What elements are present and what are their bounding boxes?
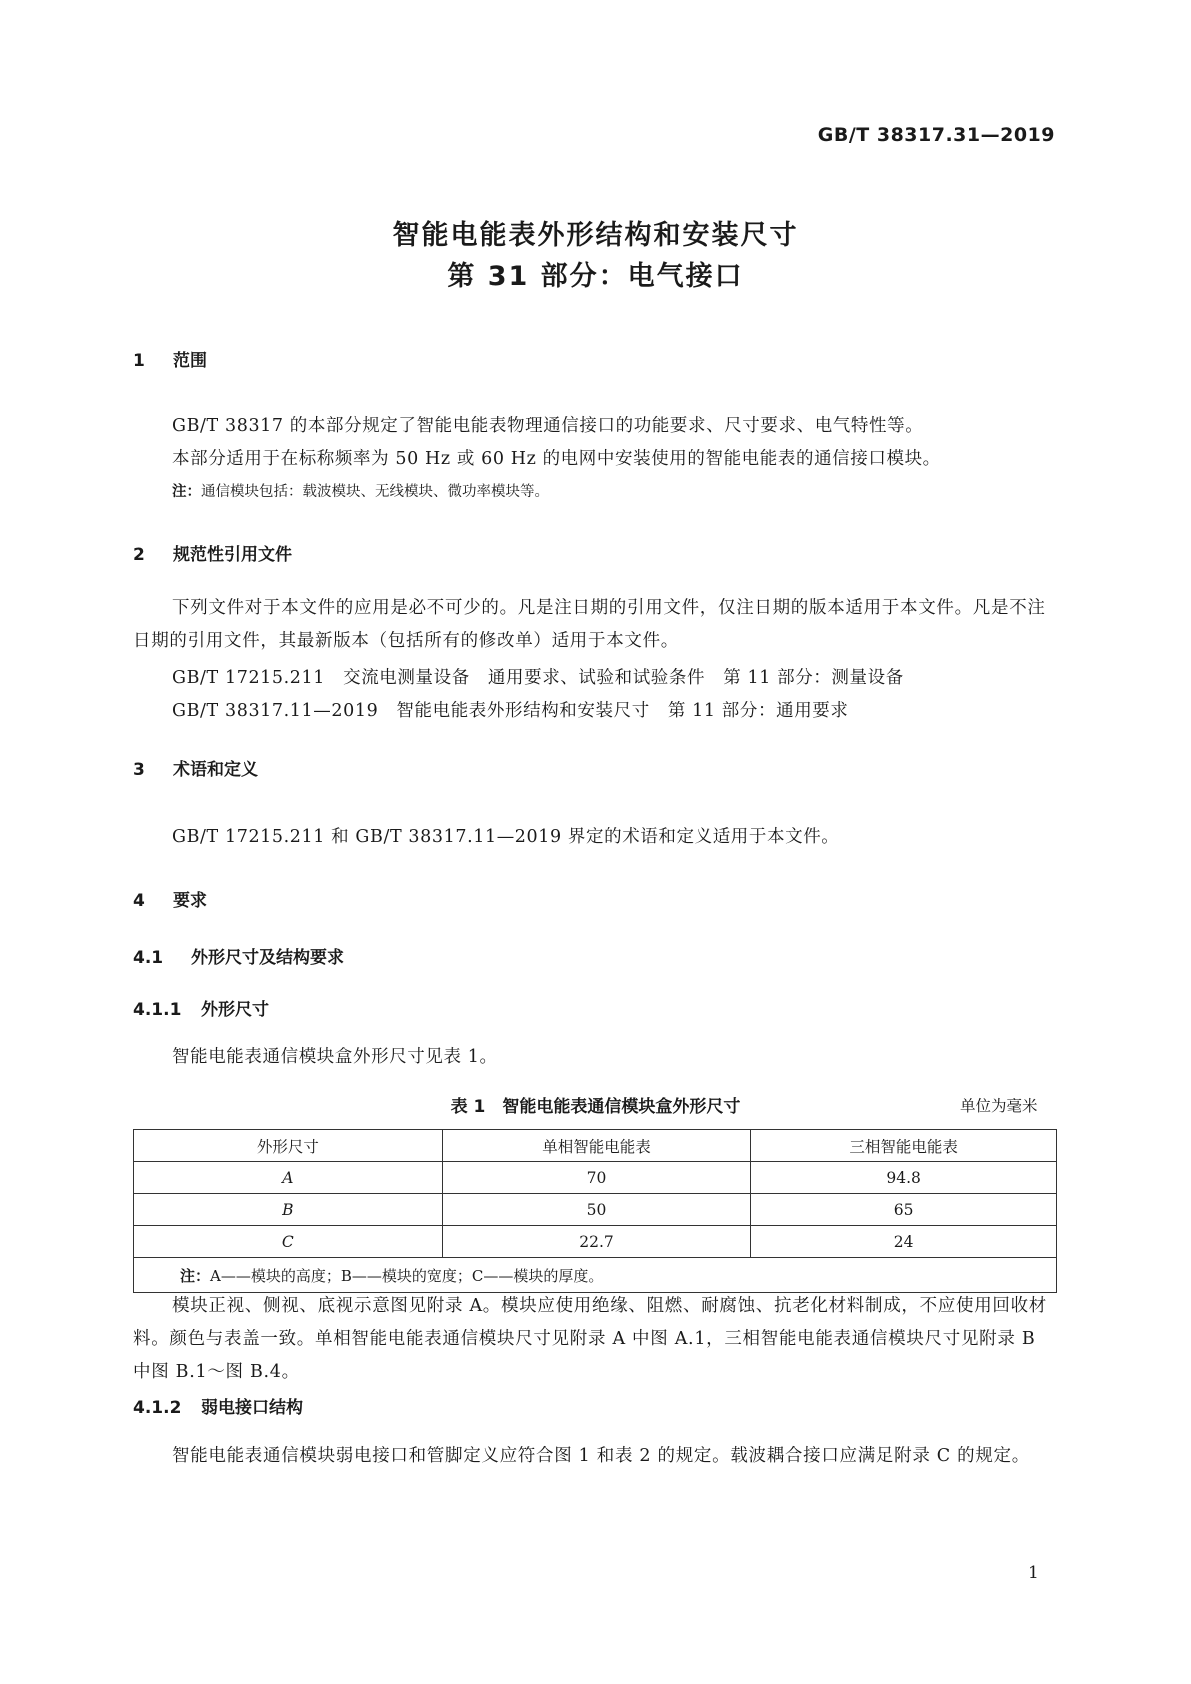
- reference-2: GB/T 38317.11—2019 智能电能表外形结构和安装尺寸 第 11 部分：通用要求: [172, 701, 849, 721]
- section-1-paragraph-1: GB/T 38317 的本部分规定了智能电能表物理通信接口的功能要求、尺寸要求、电气特性等。: [172, 416, 924, 436]
- note-label: 注：: [172, 484, 201, 500]
- table-cell: 50: [442, 1194, 751, 1226]
- section-4-1-2-heading: [133, 1393, 303, 1418]
- section-number: 1: [133, 351, 145, 371]
- table-cell: C: [134, 1226, 443, 1258]
- document-subtitle: 第 31 部分：电气接口: [447, 261, 744, 292]
- note-text: A——模块的高度；B——模块的宽度；C——模块的厚度。: [210, 1266, 604, 1285]
- section-4-1-1-heading: [133, 995, 269, 1020]
- section-number: 4: [133, 891, 145, 911]
- reference-1: GB/T 17215.211 交流电测量设备 通用要求、试验和试验条件 第 11 部分：测量设备: [172, 668, 904, 688]
- section-title: 术语和定义: [173, 760, 258, 780]
- table-cell: A: [134, 1162, 443, 1194]
- section-title: 要求: [173, 891, 207, 911]
- table-cell: 65: [751, 1194, 1057, 1226]
- table-1-caption: 表 1 智能电能表通信模块盒外形尺寸: [450, 1097, 741, 1117]
- section-2-paragraph-1: 下列文件对于本文件的应用是必不可少的。凡是注日期的引用文件，仅注日期的版本适用于本文件。凡是不注日期的引用文件，其最新版本（包括所有的修改单）适用于本文件。: [133, 598, 1046, 651]
- section-number: 3: [133, 760, 145, 780]
- section-4-1-heading: [133, 943, 344, 968]
- section-4-1-1-paragraph-1: 智能电能表通信模块盒外形尺寸见表 1。: [172, 1047, 498, 1067]
- table-header-cell: 三相智能电能表: [751, 1130, 1057, 1162]
- section-4-heading: [133, 886, 207, 911]
- section-3-heading: [133, 755, 258, 780]
- section-number: 4.1.1: [133, 1000, 182, 1020]
- section-1-paragraph-2: 本部分适用于在标称频率为 50 Hz 或 60 Hz 的电网中安装使用的智能电能表的通信接口模块。: [172, 449, 941, 469]
- table-note-row: [134, 1258, 1057, 1293]
- table-header-row: [134, 1130, 1057, 1162]
- table-cell: B: [134, 1194, 443, 1226]
- page-number: 1: [1028, 1563, 1039, 1583]
- section-number: 4.1.2: [133, 1398, 182, 1418]
- section-title: 外形尺寸及结构要求: [191, 948, 344, 968]
- table-cell: 22.7: [442, 1226, 751, 1258]
- table-row: [134, 1226, 1057, 1258]
- section-1-note: [172, 480, 549, 501]
- section-3-paragraph-1: GB/T 17215.211 和 GB/T 38317.11—2019 界定的术语和定义适用于本文件。: [172, 827, 840, 847]
- section-title: 外形尺寸: [201, 1000, 269, 1020]
- standard-number: GB/T 38317.31—2019: [817, 124, 1055, 146]
- section-number: 2: [133, 545, 145, 565]
- section-4-1-1-paragraph-2: 模块正视、侧视、底视示意图见附录 A。模块应使用绝缘、阻燃、耐腐蚀、抗老化材料制成，不应使用回收材料。颜色与表盖一致。单相智能电能表通信模块尺寸见附录 A 中图 A.1，三相智能电能表通信模块尺寸见附录 B 中图 B.1～图 B.4。: [133, 1296, 1047, 1382]
- document-title: 智能电能表外形结构和安装尺寸: [392, 220, 799, 251]
- table-row: [134, 1194, 1057, 1226]
- table-cell: 70: [442, 1162, 751, 1194]
- section-1-heading: [133, 346, 207, 371]
- table-cell: 24: [751, 1226, 1057, 1258]
- note-label: 注：: [180, 1266, 211, 1285]
- section-number: 4.1: [133, 948, 164, 968]
- table-row: [134, 1162, 1057, 1194]
- table-note: [134, 1258, 1057, 1293]
- section-title: 范围: [173, 351, 207, 371]
- section-title: 弱电接口结构: [201, 1398, 303, 1418]
- note-text: 通信模块包括：载波模块、无线模块、微功率模块等。: [201, 484, 549, 500]
- table-1: [133, 1129, 1057, 1293]
- table-header-cell: 外形尺寸: [134, 1130, 443, 1162]
- table-header-cell: 单相智能电能表: [442, 1130, 751, 1162]
- table-cell: 94.8: [751, 1162, 1057, 1194]
- section-4-1-2-paragraph-1: 智能电能表通信模块弱电接口和管脚定义应符合图 1 和表 2 的规定。载波耦合接口应满足附录 C 的规定。: [172, 1446, 1030, 1466]
- section-2-heading: [133, 540, 292, 565]
- table-1-unit: 单位为毫米: [960, 1097, 1038, 1115]
- section-title: 规范性引用文件: [173, 545, 292, 565]
